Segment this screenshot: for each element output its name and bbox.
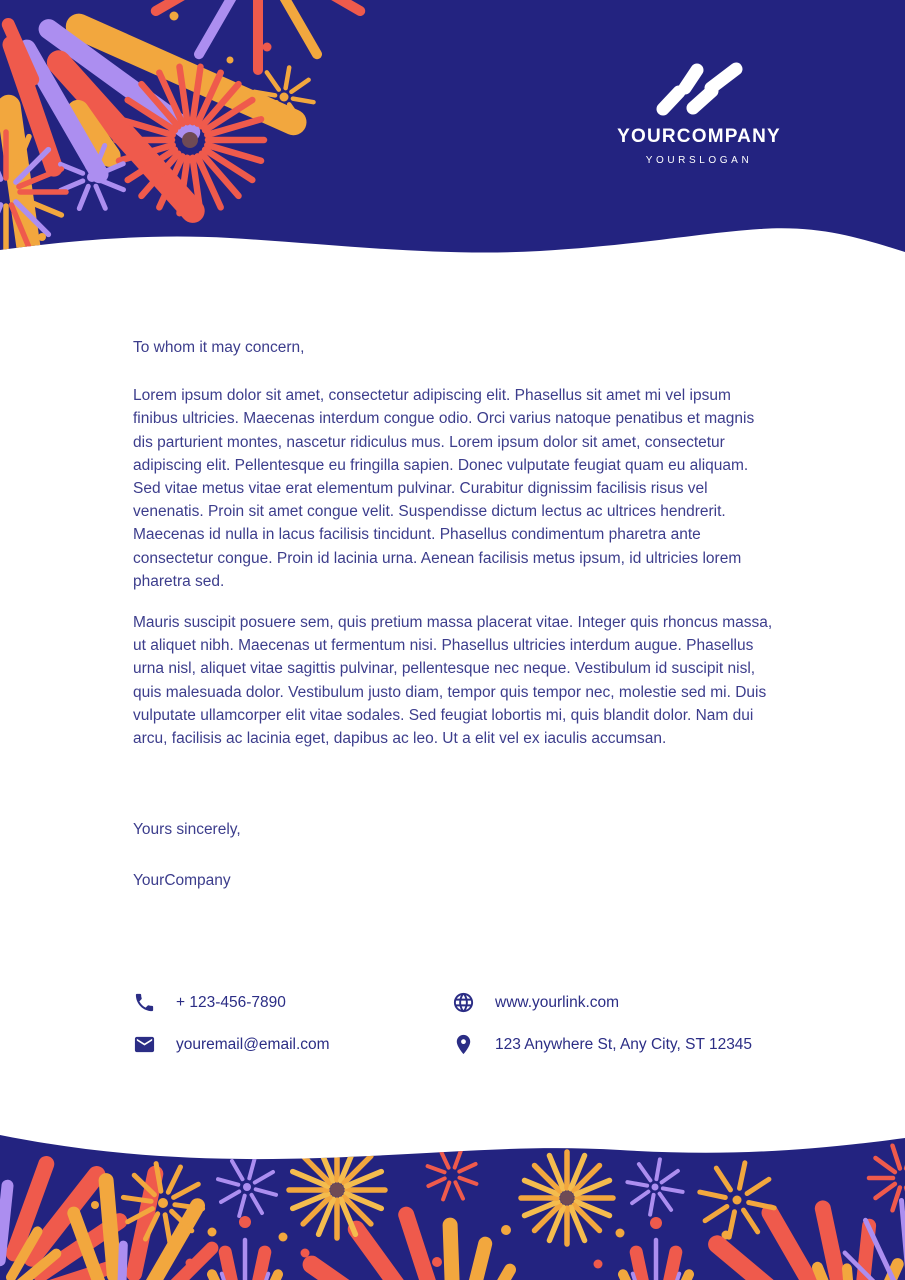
contact-website-text: www.yourlink.com: [495, 993, 620, 1011]
phone-icon: [133, 991, 156, 1014]
contact-item-email: [133, 1033, 452, 1056]
contact-item-website: [452, 991, 798, 1014]
footer-fireworks-decoration: [0, 1130, 905, 1280]
logo-block: [604, 60, 794, 166]
footer-banner: [0, 1130, 905, 1280]
company-slogan: YOURSLOGAN: [645, 155, 753, 166]
contact-email-text: youremail@email.com: [176, 1035, 330, 1053]
salutation: To whom it may concern,: [133, 339, 305, 356]
contact-address-text: 123 Anywhere St, Any City, ST 12345: [495, 1035, 753, 1053]
contact-phone-text: + 123-456-7890: [176, 993, 286, 1011]
letter-body: [133, 336, 774, 893]
company-logo-icon: [649, 60, 749, 118]
location-icon: [452, 1033, 475, 1056]
email-icon: [133, 1033, 156, 1056]
letter-paragraph-1: Lorem ipsum dolor sit amet, consectetur adipiscing elit. Phasellus sit amet mi vel ipsum finibus ultricies. Maecenas interdum congue odio. Orci varius natoque penatibus et magnis dis parturient montes, nascetur ridiculus mus. Lorem ipsum dolor sit amet, consectetur adipiscing elit. Pellentesque eu fringilla sapien. Donec vulputate feugiat quam eu aliquam. Sed vitae metus vitae erat elementum pulvinar. Curabitur dignissim facilisis risus vel venenatis. Proin sit amet congue velit. Suspendisse dictum lectus ac ultrices hendrerit. Maecenas id nulla in lacus facilisis tincidunt. Phasellus condimentum pharetra ante consectetur congue. Proin id lacinia urna. Aenean facilisis metus ipsum, id ultricies lorem pharetra sed.: [133, 387, 755, 590]
globe-icon: [452, 991, 475, 1014]
contact-section: [133, 991, 798, 1056]
contact-item-phone: [133, 991, 452, 1014]
header-banner: [0, 0, 905, 270]
letter-paragraph-2: Mauris suscipit posuere sem, quis pretium massa placerat vitae. Integer quis rhoncus massa, ut aliquet nibh. Maecenas ut fermentum nisi. Phasellus ultricies interdum augue. Phasellus urna nisl, aliquet vitae sagittis pulvinar, pellentesque nec neque. Vestibulum id suscipit nisl, quis malesuada dolor. Vestibulum justo diam, tempor quis tempor nec, molestie sed mi. Duis vulputate ullamcorper elit vitae sodales. Sed feugiat lobortis mi, quis blandit dolor. Nam dui arcu, facilisis ac lacinia eget, dapibus ac leo. Ut a elit vel ex iaculis accumsan.: [133, 614, 773, 748]
closing: Yours sincerely,: [133, 821, 241, 839]
contact-item-address: [452, 1033, 798, 1056]
signature-name: YourCompany: [133, 872, 231, 890]
company-name: YOURCOMPANY: [617, 126, 781, 147]
